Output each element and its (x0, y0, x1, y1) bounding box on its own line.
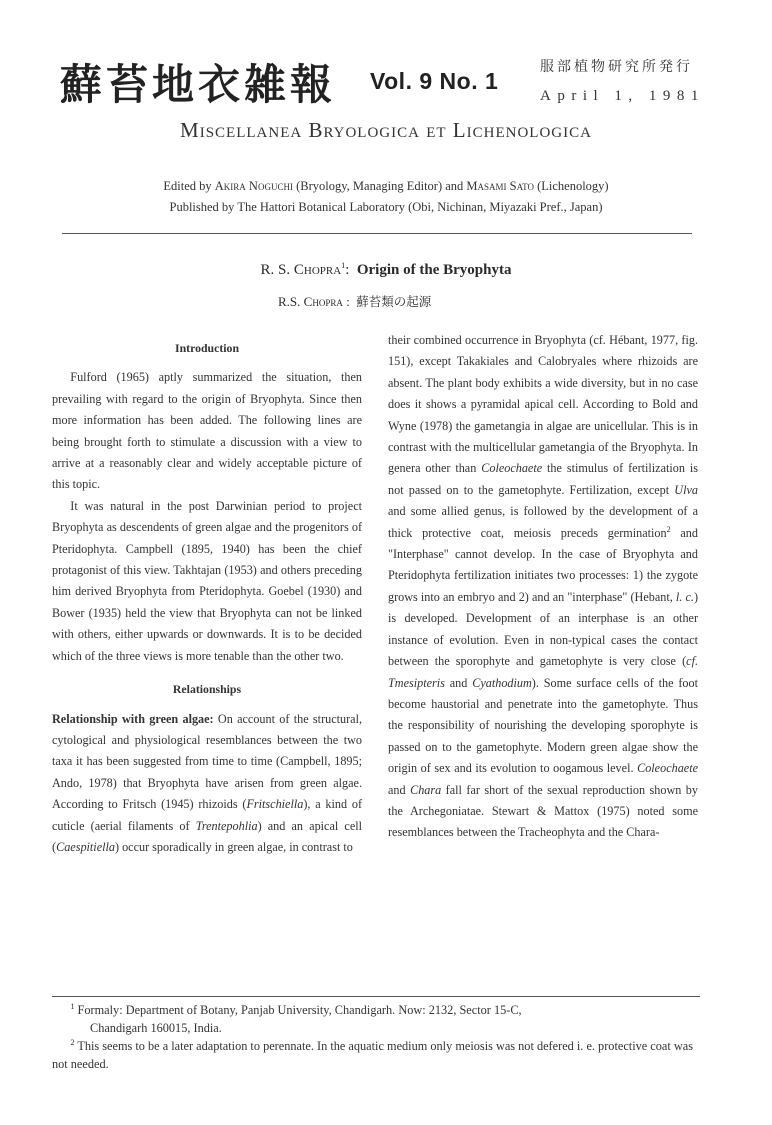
footnote-1-number: 1 (70, 1001, 75, 1011)
rc-text-4: and "Interphase" cannot develop. In the case of Bryophyta and Pteridophyta fertilization initiates two processes: 1) the zygote grows into an embryo and 2) and an "interphase" (Hebant, (388, 525, 698, 604)
footnotes (52, 1001, 700, 1073)
rel-text-3: ) and an apical cell ( (52, 818, 363, 854)
rc-italic-6: Coleochaete (637, 761, 698, 776)
rc-text-9: fall far short of the sexual reproduction shown by the Archegoniatae. Stewart & Mattox (1975) noted some resemblances between the Tracheophyta and the Chara- (388, 782, 698, 840)
rel-text-4: ) occur sporadically in green algae, in contrast to (114, 839, 353, 854)
published-by-line: Published by The Hattori Botanical Laboratory (Obi, Nichinan, Miyazaki Pref., Japan) (169, 200, 603, 214)
rc-italic-4: cf. Tmesipteris (388, 654, 698, 690)
editor1-role: (Bryology, Managing Editor) and (296, 179, 464, 193)
rc-text-6: and (444, 675, 473, 690)
rc-text-1: their combined occurrence in Bryophyta (cf. Hébant, 1977, fig. 151), except Takakiales and Calobryales where rhizoids are absent. The plant body exhibits a wide diversity, but in no case does it shows a pyramidal apical cell. According to Bold and Wyne (1978) the gametangia in algae are unicellular. This is in contrast with the multicellular gametangia of the Bryophyta. In genera other than (388, 333, 698, 476)
issue-date: April 1, 1981 (540, 88, 705, 104)
header-rule (62, 233, 692, 234)
article-title-jp: 蘚苔類の起源 (356, 294, 432, 309)
rc-italic-5: Cyathodium (472, 675, 532, 690)
editor2-role: (Lichenology) (537, 179, 609, 193)
footnote-2-text: This seems to be a later adaptation to perennate. In the aquatic medium only meiosis was not defered i. e. protective coat was not needed. (52, 1039, 693, 1071)
rc-italic-1: Coleochaete (481, 461, 543, 476)
relationship-lead: Relationship with green algae: (52, 711, 214, 726)
rel-italic-1: Fritschiella (246, 797, 304, 812)
right-column (388, 330, 698, 844)
edited-by-line (0, 176, 772, 197)
rc-text-8: and (388, 782, 411, 797)
editor2-name: Masami Sato (466, 179, 534, 193)
article-author: R. S. Chopra (260, 262, 342, 278)
editor1-name: Akira Noguchi (214, 179, 293, 193)
editorial-info (0, 176, 772, 218)
author-footnote-mark: 1 (341, 261, 346, 270)
rc-italic-2: Ulva (674, 482, 698, 497)
rc-text-7: ). Some surface cells of the foot become haustorial and penetrate into the gametophyte. Thus the responsibility of nourishing the developing sporophyte is passed on to the gametophyte. Modern green algae show the origin of sex and its evolution to oogamous level. (388, 675, 698, 776)
article-title-line (0, 262, 772, 279)
article-title-japanese-line (278, 292, 431, 310)
right-column-paragraph (388, 330, 698, 844)
publisher-japanese: 服部植物研究所発行 (540, 59, 693, 75)
footnote-rule (52, 996, 700, 997)
title-separator: : (345, 262, 350, 278)
article-title: Origin of the Bryophyta (356, 262, 512, 278)
footnote-1 (52, 1001, 700, 1019)
rel-italic-2: Trentepohlia (195, 818, 258, 833)
rel-italic-3: Caespitiella (56, 839, 115, 854)
relationships-paragraph (52, 709, 362, 859)
rc-italic-7: Chara (410, 782, 442, 797)
footnote-2-number: 2 (70, 1037, 75, 1047)
relationships-heading: Relationships (172, 682, 242, 697)
edited-prefix: Edited by (163, 179, 212, 193)
left-column (52, 338, 362, 858)
rel-text-1: On account of the structural, cytological and physiological resemblances between the two taxa it has been suggested from time to time (Campbell, 1895; Ando, 1978) that Bryophyta have arisen from green algae. According to Fritsch (1945) rhizoids ( (52, 711, 363, 812)
rc-italic-3: l. c. (675, 589, 694, 604)
article-author-jp: R.S. Chopra : (278, 294, 350, 309)
footnote-mark-2: 2 (666, 524, 671, 534)
footnote-1-line-1: Formaly: Department of Botany, Panjab University, Chandigarh. Now: 2132, Sector 15-C, (77, 1003, 522, 1017)
rel-text-2: ), a kind of cuticle (aerial filaments of (52, 797, 362, 833)
journal-title-japanese: 蘚苔地衣雑報 (60, 60, 337, 109)
volume-number: Vol. 9 No. 1 (370, 68, 499, 94)
introduction-heading: Introduction (174, 341, 240, 355)
intro-paragraph-2: It was natural in the post Darwinian period to project Bryophyta as descendents of green algae and the progenitors of Pteridophyta. Campbell (1895, 1940) has been the chief protagonist of this view. Takhtajan (1953) and others preceding him derived Bryophyta from Pteridophyta. Goebel (1930) and Bower (1935) held the view that Bryophyta can not be linked with others, either upwards or downwards. It is to be decided which of the three views is more tenable than the other two. (52, 498, 362, 663)
footnote-1-continued: Chandigarh 160015, India. (90, 1021, 222, 1035)
intro-paragraph-1: Fulford (1965) aptly summarized the situation, then prevailing with regard to the origin of Bryophyta. Since then more information has been added. The following lines are being brought forth to stimulate a discussion with a view to arrive at a reasonably clear and widely acceptable picture of this topic. (52, 370, 362, 492)
rc-text-3: and some allied genus, is followed by the development of a thick protective coat, meiosis preceds germination (388, 504, 698, 540)
rc-text-2: the stimulus of fertilization is not passed on to the gametophyte. Fertilization, except (388, 461, 698, 497)
journal-title-english: Miscellanea Bryologica et Lichenologica (180, 118, 592, 142)
footnote-2 (52, 1037, 700, 1073)
rc-text-5: ) is developed. Development of an interphase is an other instance of evolution. Even in non-typical cases the contact between the sporophyte and gametophyte is very close ( (388, 589, 698, 669)
